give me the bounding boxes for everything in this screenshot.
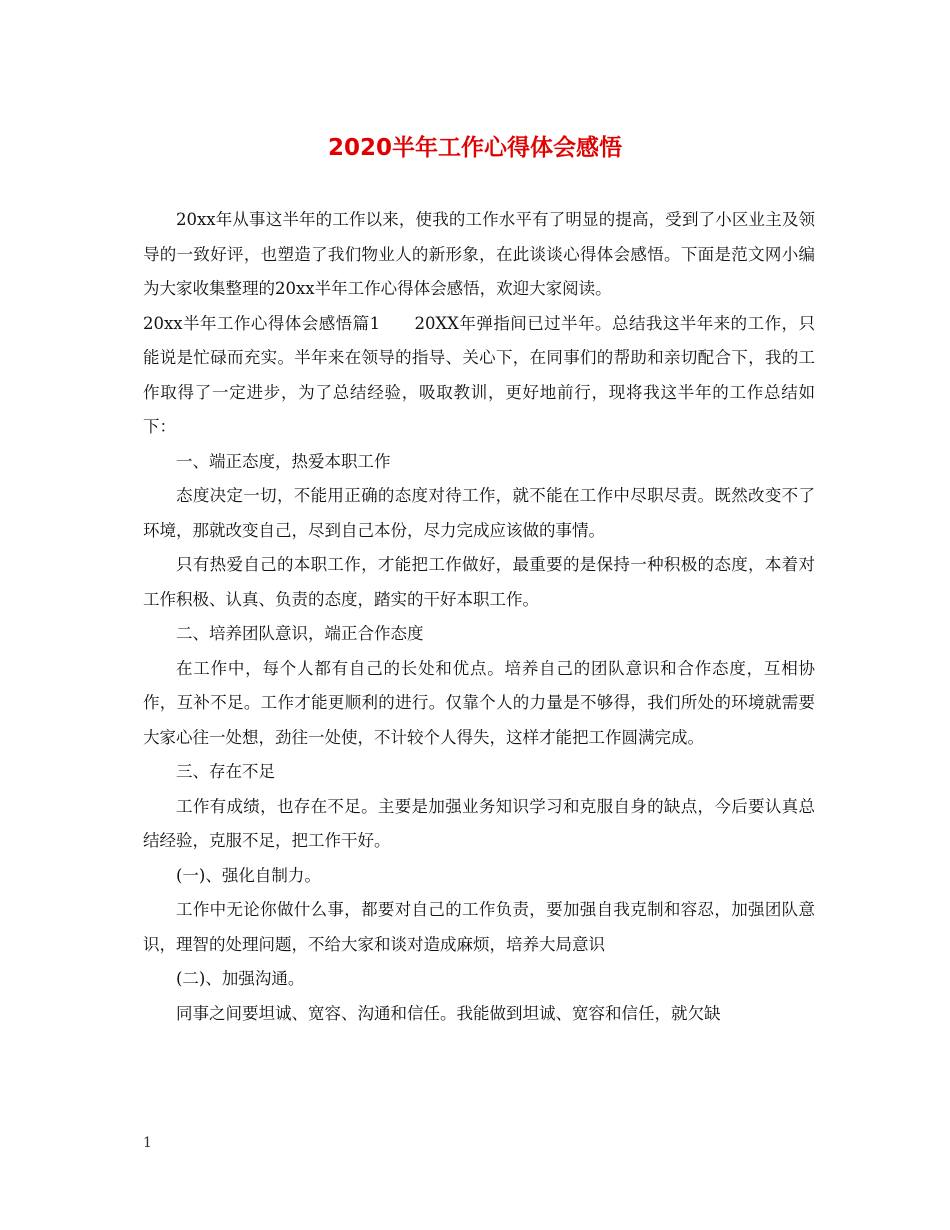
paragraph: 态度决定一切，不能用正确的态度对待工作，就不能在工作中尽职尽责。既然改变不了环境，那就改变自己，尽到自己本份，尽力完成应该做的事情。 (143, 486, 815, 540)
paragraph: (二)、加强沟通。 (176, 969, 305, 988)
document-body (143, 203, 815, 1031)
paragraph: 20xx年从事这半年的工作以来，使我的工作水平有了明显的提高，受到了小区业主及领导的一致好评，也塑造了我们物业人的新形象，在此谈谈心得体会感悟。下面是范文网小编为大家收集整理的20xx半年工作心得体会感悟，欢迎大家阅读。 (143, 210, 815, 298)
paragraph: 工作中无论你做什么事，都要对自己的工作负责，要加强自我克制和容忍，加强团队意识，理智的处理问题，不给大家和谈对造成麻烦，培养大局意识 (143, 900, 815, 954)
paragraph: 20xx半年工作心得体会感悟篇1 20XX年弹指间已过半年。总结我这半年来的工作，只能说是忙碌而充实。半年来在领导的指导、关心下，在同事们的帮助和亲切配合下，我的工作取得了一定进步，为了总结经验，吸取教训，更好地前行，现将我这半年的工作总结如下： (143, 313, 815, 436)
paragraph: 在工作中，每个人都有自己的长处和优点。培养自己的团队意识和合作态度，互相协作，互补不足。工作才能更顺利的进行。仅靠个人的力量是不够得，我们所处的环境就需要大家心往一处想，劲往一处使，不计较个人得失，这样才能把工作圆满完成。 (143, 658, 815, 747)
paragraph: 一、端正态度，热爱本职工作 (176, 451, 391, 471)
document-title: 2020半年工作心得体会感悟 (327, 135, 622, 161)
paragraph: 同事之间要坦诚、宽容、沟通和信任。我能做到坦诚、宽容和信任，就欠缺 (176, 1003, 721, 1023)
page-number: 1 (143, 1135, 152, 1151)
paragraph: 二、培养团队意识，端正合作态度 (176, 624, 424, 643)
paragraph: 只有热爱自己的本职工作，才能把工作做好，最重要的是保持一种积极的态度，本着对工作积极、认真、负责的态度，踏实的干好本职工作。 (143, 555, 815, 609)
paragraph: 工作有成绩，也存在不足。主要是加强业务知识学习和克服自身的缺点，今后要认真总结经验，克服不足，把工作干好。 (143, 796, 815, 850)
paragraph: (一)、强化自制力。 (176, 865, 321, 885)
paragraph: 三、存在不足 (176, 762, 275, 781)
